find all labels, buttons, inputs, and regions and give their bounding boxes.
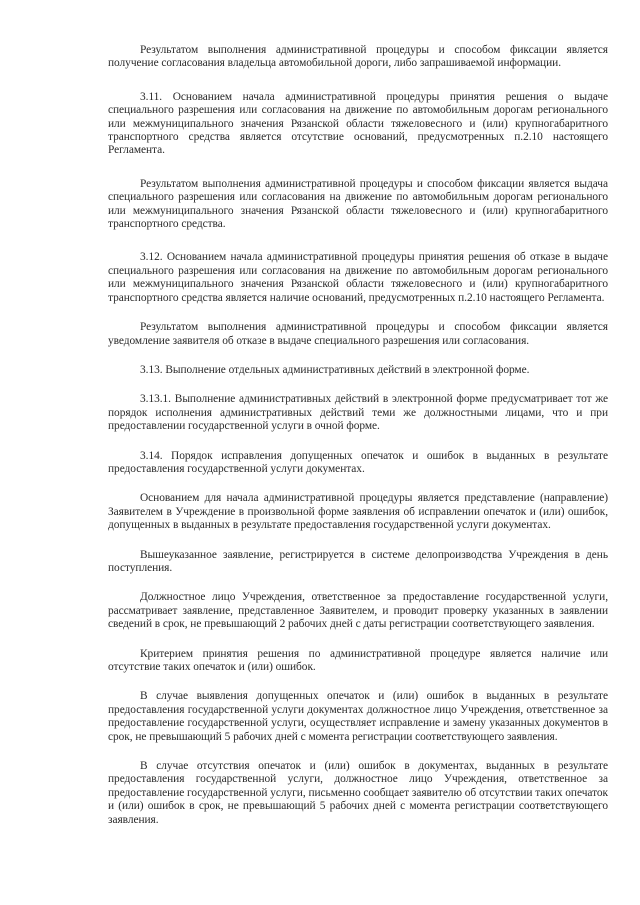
paragraph-result-refusal: Результатом выполнения административной процедуры и способом фиксации является уведомление заявителя об отказе в выдаче специального разрешения или согласования.: [108, 321, 608, 347]
paragraph-criterion: Критерием принятия решения по административной процедуре является наличие или отсутствие таких опечаток и (или) ошибок.: [108, 647, 608, 673]
paragraph-basis-correction: Основанием для начала административной процедуры является представление (направление) Заявителем в Учреждение в произвольной форме заявления об исправлении опечаток и (или) ошибок, допущенных в выданных в результате предоставления государственной услуги документах.: [108, 492, 608, 532]
paragraph-result-approval: Результатом выполнения административной процедуры и способом фиксации является получение согласования владельца автомобильной дороги, либо запрашиваемой информации.: [108, 44, 608, 70]
paragraph-3-12: 3.12. Основанием начала административной процедуры принятия решения об отказе в выдаче специального разрешения или согласования на движение по автомобильным дорогам регионального или межмуниципального значения Рязанской области тяжеловесного и (или) крупногабаритного транспортного средства является наличие оснований, предусмотренных п.2.10 настоящего Регламента.: [108, 251, 608, 304]
paragraph-3-13-1: 3.13.1. Выполнение административных действий в электронной форме предусматривает тот же порядок исполнения административных действий теми же должностными лицами, что и при предоставлении государственной услуги в очной форме.: [108, 393, 608, 433]
paragraph-official-review: Должностное лицо Учреждения, ответственное за предоставление государственной услуги, рассматривает заявление, представленное Заявителем, и проводит проверку указанных в заявлении сведений в срок, не превышающий 2 рабочих дней с даты регистрации соответствующего заявления.: [108, 591, 608, 631]
paragraph-no-errors: В случае отсутствия опечаток и (или) ошибок в документах, выданных в результате предоставления государственной услуги, должностное лицо Учреждения, ответственное за предоставление государственной услуги, письменно сообщает заявителю об отсутствии таких опечаток и (или) ошибок в срок, не превышающий 5 рабочих дней с момента регистрации соответствующего заявления.: [108, 760, 608, 826]
paragraph-result-issue: Результатом выполнения административной процедуры и способом фиксации является выдача специального разрешения или согласования на движение по автомобильным дорогам регионального или межмуниципального значения Рязанской области тяжеловесного и (или) крупногабаритного транспортного средства.: [108, 177, 608, 231]
paragraph-3-11: 3.11. Основанием начала административной процедуры принятия решения о выдаче специального разрешения или согласования на движение по автомобильным дорогам регионального или межмуниципального значения Рязанской области тяжеловесного и (или) крупногабаритного транспортного средства является отсутствие оснований, предусмотренных п.2.10 настоящего Регламента.: [108, 90, 608, 157]
paragraph-3-14: 3.14. Порядок исправления допущенных опечаток и ошибок в выданных в результате предоставления государственной услуги документах.: [108, 449, 608, 475]
paragraph-3-13: 3.13. Выполнение отдельных административных действий в электронной форме.: [140, 363, 530, 376]
paragraph-registration: Вышеуказанное заявление, регистрируется в системе делопроизводства Учреждения в день поступления.: [108, 548, 608, 574]
paragraph-errors-found: В случае выявления допущенных опечаток и (или) ошибок в выданных в результате предоставления государственной услуги документах должностное лицо Учреждения, ответственное за предоставление государственной услуги, осуществляет исправление и замену указанных документов в срок, не превышающий 5 рабочих дней с момента регистрации соответствующего заявления.: [108, 690, 608, 743]
